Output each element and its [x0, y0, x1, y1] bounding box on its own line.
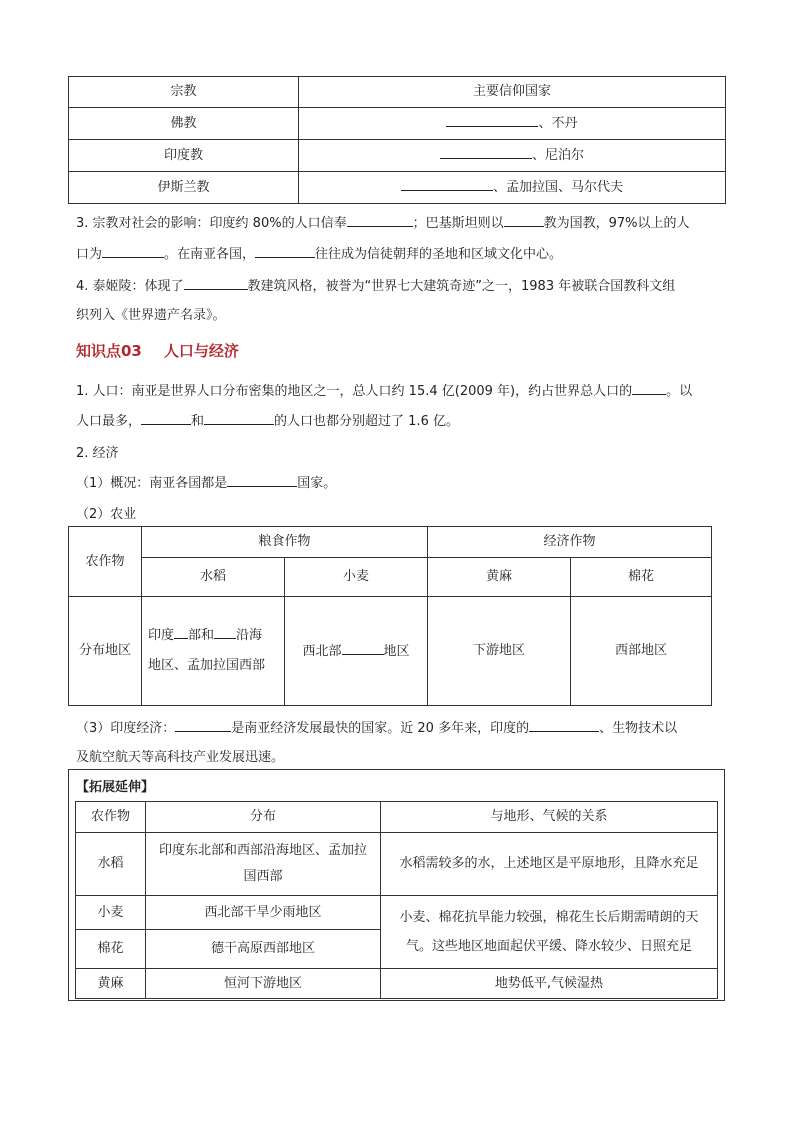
countries-cell: 、不丹 [299, 108, 726, 140]
economy-heading: 2. 经济 [76, 446, 119, 461]
answer-blank[interactable] [174, 624, 188, 639]
answer-blank[interactable] [141, 410, 191, 425]
taj-mahal-line2: 织列入《世界遗产名录》。 [76, 308, 226, 323]
ext-distribution: 德干高原西部地区 [146, 930, 381, 969]
religion-header: 宗教 [69, 77, 299, 108]
table-row [76, 896, 718, 930]
crop-table [68, 526, 712, 706]
ext-crop: 黄麻 [76, 969, 146, 999]
ext-header-relation: 与地形、气候的关系 [381, 802, 718, 833]
answer-blank[interactable] [529, 717, 599, 732]
ext-relation: 水稻需较多的水，上述地区是平原地形，且降水充足 [381, 833, 718, 896]
jute-distribution: 下游地区 [428, 597, 571, 706]
answer-blank[interactable] [102, 243, 164, 258]
ext-distribution: 印度东北部和西部沿海地区、孟加拉 国西部 [146, 833, 381, 896]
distribution-label: 分布地区 [69, 597, 142, 706]
crop-name: 水稻 [142, 558, 285, 597]
answer-blank[interactable] [184, 275, 248, 290]
answer-blank[interactable] [440, 144, 532, 159]
ext-relation-shared: 小麦、棉花抗旱能力较强，棉花生长后期需晴朗的天 气。这些地区地面起伏平缓、降水较少、日照充足 [381, 896, 718, 969]
india-economy-line1: （3）印度经济： 是南亚经济发展最快的国家。近 20 多年来，印度的 、生物技术以 [76, 717, 677, 736]
religion-table [68, 76, 726, 204]
table-row [69, 140, 726, 172]
countries-cell: 、孟加拉国、马尔代夫 [299, 172, 726, 204]
answer-blank[interactable] [214, 624, 236, 639]
religion-impact-line2: 口为 。在南亚各国， 往往成为信徒朝拜的圣地和区域文化中心。 [76, 243, 562, 262]
answer-blank[interactable] [632, 380, 666, 395]
population-line2: 人口最多， 和 的人口也都分别超过了 1.6 亿。 [76, 410, 459, 429]
answer-blank[interactable] [255, 243, 315, 258]
table-row [69, 172, 726, 204]
taj-mahal-line1: 4. 泰姬陵：体现了 教建筑风格，被誉为“世界七大建筑奇迹”之一，1983 年被联合国教科文组 [76, 275, 675, 294]
section-heading: 知识点03 人口与经济 [76, 342, 239, 360]
answer-blank[interactable] [504, 212, 544, 227]
ext-distribution: 西北部干旱少雨地区 [146, 896, 381, 930]
answer-blank[interactable] [175, 717, 231, 732]
crop-name: 黄麻 [428, 558, 571, 597]
crop-row-label: 农作物 [69, 527, 142, 597]
countries-cell: 、尼泊尔 [299, 140, 726, 172]
countries-header: 主要信仰国家 [299, 77, 726, 108]
food-crops-header: 粮食作物 [142, 527, 428, 558]
ext-crop: 棉花 [76, 930, 146, 969]
answer-blank[interactable] [204, 410, 274, 425]
ext-relation: 地势低平,气候湿热 [381, 969, 718, 999]
population-line1: 1. 人口：南亚是世界人口分布密集的地区之一，总人口约 15.4 亿(2009 年)，约占世界总人口的 。以 [76, 380, 692, 399]
wheat-distribution: 西北部 地区 [285, 597, 428, 706]
agriculture-heading: （2）农业 [76, 507, 137, 522]
answer-blank[interactable] [401, 176, 493, 191]
india-economy-line2: 及航空航天等高科技产业发展迅速。 [76, 750, 285, 765]
ext-header-distribution: 分布 [146, 802, 381, 833]
cash-crops-header: 经济作物 [428, 527, 712, 558]
religion-impact-line1: 3. 宗教对社会的影响：印度约 80%的人口信奉 ；巴基斯坦则以 教为国教，97%以上的人 [76, 212, 690, 231]
cotton-distribution: 西部地区 [571, 597, 712, 706]
answer-blank[interactable] [227, 472, 297, 487]
ext-header-crop: 农作物 [76, 802, 146, 833]
answer-blank[interactable] [342, 640, 384, 655]
religion-cell: 印度教 [69, 140, 299, 172]
religion-cell: 佛教 [69, 108, 299, 140]
economy-overview: （1）概况：南亚各国都是 国家。 [76, 472, 336, 491]
answer-blank[interactable] [347, 212, 413, 227]
ext-distribution: 恒河下游地区 [146, 969, 381, 999]
ext-crop: 水稻 [76, 833, 146, 896]
religion-cell: 伊斯兰教 [69, 172, 299, 204]
ext-crop: 小麦 [76, 896, 146, 930]
extension-title: 【拓展延伸】 [76, 780, 155, 795]
table-row [76, 969, 718, 999]
extension-table [75, 801, 718, 999]
answer-blank[interactable] [446, 112, 538, 127]
table-row [76, 833, 718, 896]
rice-distribution: 印度 部和 沿海 地区、孟加拉国西部 [142, 597, 285, 706]
crop-name: 棉花 [571, 558, 712, 597]
crop-name: 小麦 [285, 558, 428, 597]
table-row [69, 108, 726, 140]
